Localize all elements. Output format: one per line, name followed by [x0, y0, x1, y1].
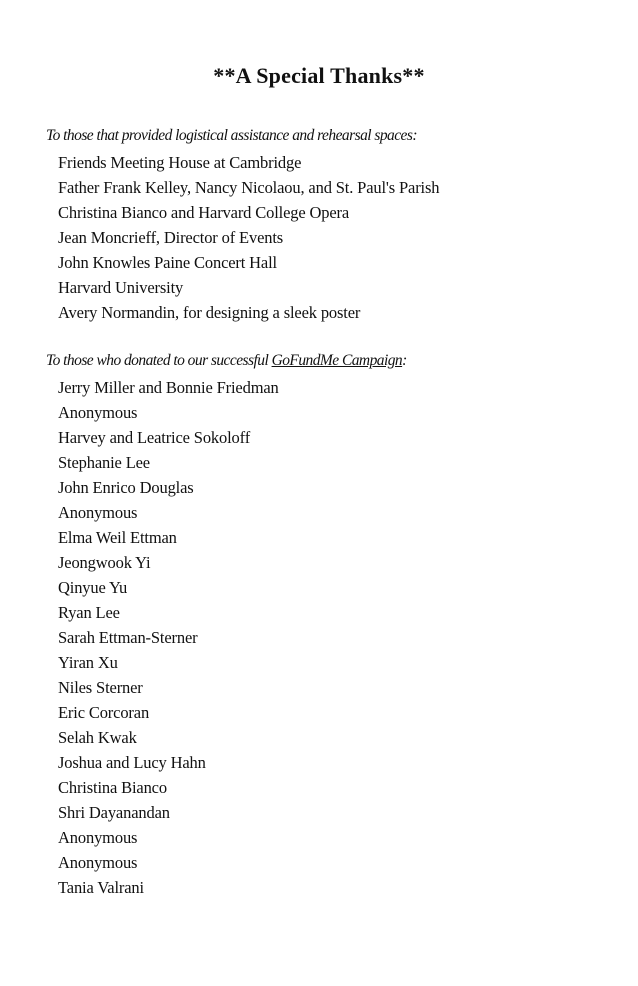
list-item: Ryan Lee	[58, 603, 120, 622]
list-item: Father Frank Kelley, Nancy Nicolaou, and St. Paul's Parish	[58, 178, 440, 197]
list-item: Harvey and Leatrice Sokoloff	[58, 428, 251, 447]
list-item: Joshua and Lucy Hahn	[58, 753, 206, 772]
logistics-intro: To those that provided logistical assistance and rehearsal spaces:	[46, 127, 417, 144]
list-item: Harvard University	[58, 278, 184, 297]
list-item: Yiran Xu	[58, 653, 118, 672]
list-item: Elma Weil Ettman	[58, 528, 177, 547]
donors-intro-colon: :	[402, 352, 407, 369]
donors-list	[46, 375, 606, 900]
list-item: John Enrico Douglas	[58, 478, 194, 497]
list-item: Christina Bianco and Harvard College Opera	[58, 203, 350, 222]
list-item: Anonymous	[58, 853, 138, 872]
list-item: Anonymous	[58, 403, 138, 422]
donors-section	[46, 351, 606, 900]
list-item: Jeongwook Yi	[58, 553, 151, 572]
list-item: Eric Corcoran	[58, 703, 150, 722]
list-item: Avery Normandin, for designing a sleek poster	[58, 303, 361, 322]
list-item: Sarah Ettman-Sterner	[58, 628, 198, 647]
logistics-section	[46, 126, 606, 325]
list-item: Tania Valrani	[58, 878, 144, 897]
list-item: Christina Bianco	[58, 778, 167, 797]
list-item: Jerry Miller and Bonnie Friedman	[58, 378, 279, 397]
logistics-list	[46, 150, 606, 325]
list-item: Stephanie Lee	[58, 453, 150, 472]
donors-intro	[46, 351, 606, 371]
list-item: Jean Moncrieff, Director of Events	[58, 228, 284, 247]
list-item: Selah Kwak	[58, 728, 137, 747]
list-item: Niles Sterner	[58, 678, 143, 697]
page-title: **A Special Thanks**	[213, 63, 425, 88]
gofundme-campaign-link[interactable]: GoFundMe Campaign	[271, 352, 403, 369]
list-item: John Knowles Paine Concert Hall	[58, 253, 277, 272]
list-item: Shri Dayanandan	[58, 803, 170, 822]
list-item: Anonymous	[58, 828, 138, 847]
list-item: Friends Meeting House at Cambridge	[58, 153, 302, 172]
list-item: Qinyue Yu	[58, 578, 128, 597]
donors-intro-text: To those who donated to our successful	[46, 352, 272, 369]
list-item: Anonymous	[58, 503, 138, 522]
